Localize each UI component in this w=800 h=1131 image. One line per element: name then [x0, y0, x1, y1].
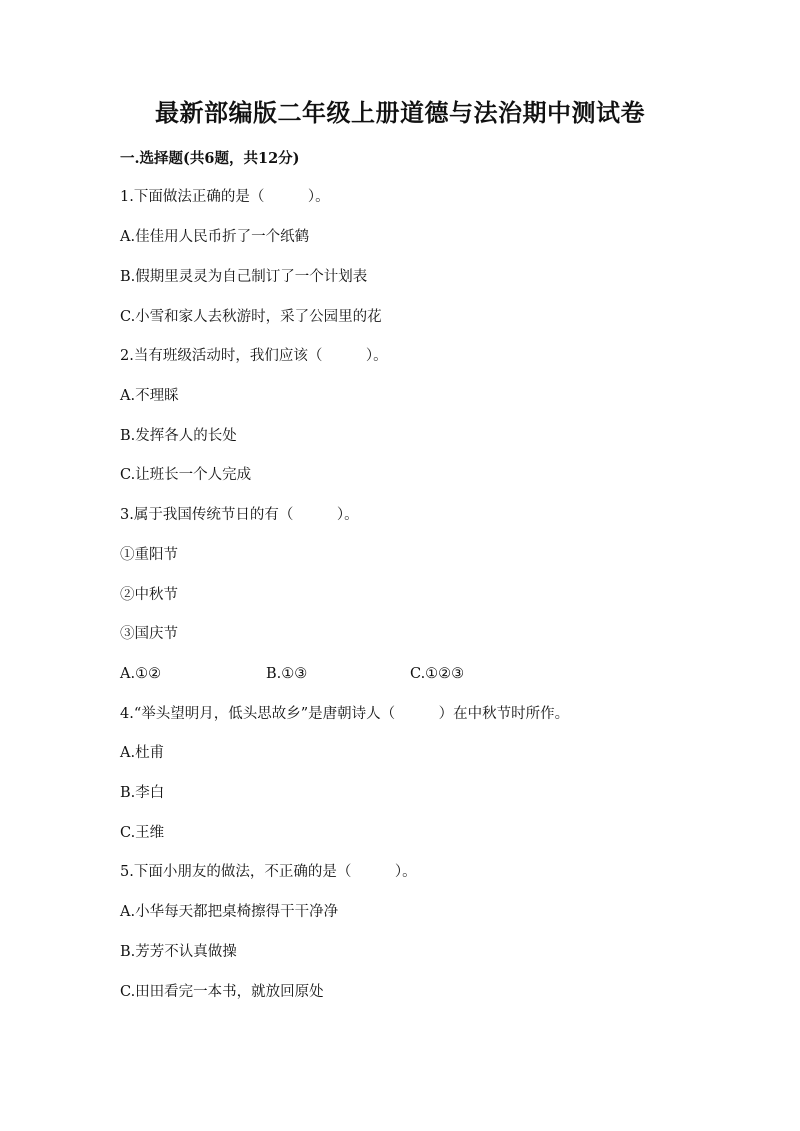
question-4-option-c: C.王维 [120, 825, 165, 841]
question-1-option-a: A.佳佳用人民币折了一个纸鹤 [120, 229, 310, 245]
question-4-option-a: A.杜甫 [120, 745, 165, 761]
question-5-option-c: C.田田看完一本书，就放回原处 [120, 984, 324, 1000]
question-1-option-c: C.小雪和家人去秋游时，采了公园里的花 [120, 309, 382, 325]
question-4-option-b: B.李白 [120, 785, 165, 801]
section-heading: 一.选择题(共6题，共12分) [120, 150, 300, 167]
page-title: 最新部编版二年级上册道德与法治期中测试卷 [155, 98, 645, 127]
question-5-option-a: A.小华每天都把桌椅擦得干干净净 [120, 904, 339, 920]
question-2-option-b: B.发挥各人的长处 [120, 428, 237, 444]
question-3-option-c: C.①②③ [410, 666, 465, 682]
question-2-option-a: A.不理睬 [120, 388, 179, 404]
question-5-option-b: B.芳芳不认真做操 [120, 944, 237, 960]
question-3-item-3: ③国庆节 [120, 626, 178, 642]
question-2-option-c: C.让班长一个人完成 [120, 467, 252, 483]
question-3-stem: 3.属于我国传统节日的有（ ）。 [120, 507, 359, 523]
question-3-item-1: ①重阳节 [120, 547, 178, 563]
question-3-item-2: ②中秋节 [120, 587, 178, 603]
question-1-option-b: B.假期里灵灵为自己制订了一个计划表 [120, 269, 368, 285]
question-3-option-a: A.①② [120, 666, 162, 682]
question-4-stem: 4.“举头望明月，低头思故乡”是唐朝诗人（ ）在中秋节时所作。 [120, 706, 570, 722]
question-3-option-b: B.①③ [266, 666, 308, 682]
question-1-stem: 1.下面做法正确的是（ ）。 [120, 189, 330, 205]
question-2-stem: 2.当有班级活动时，我们应该（ ）。 [120, 348, 388, 364]
question-5-stem: 5.下面小朋友的做法，不正确的是（ ）。 [120, 864, 417, 880]
